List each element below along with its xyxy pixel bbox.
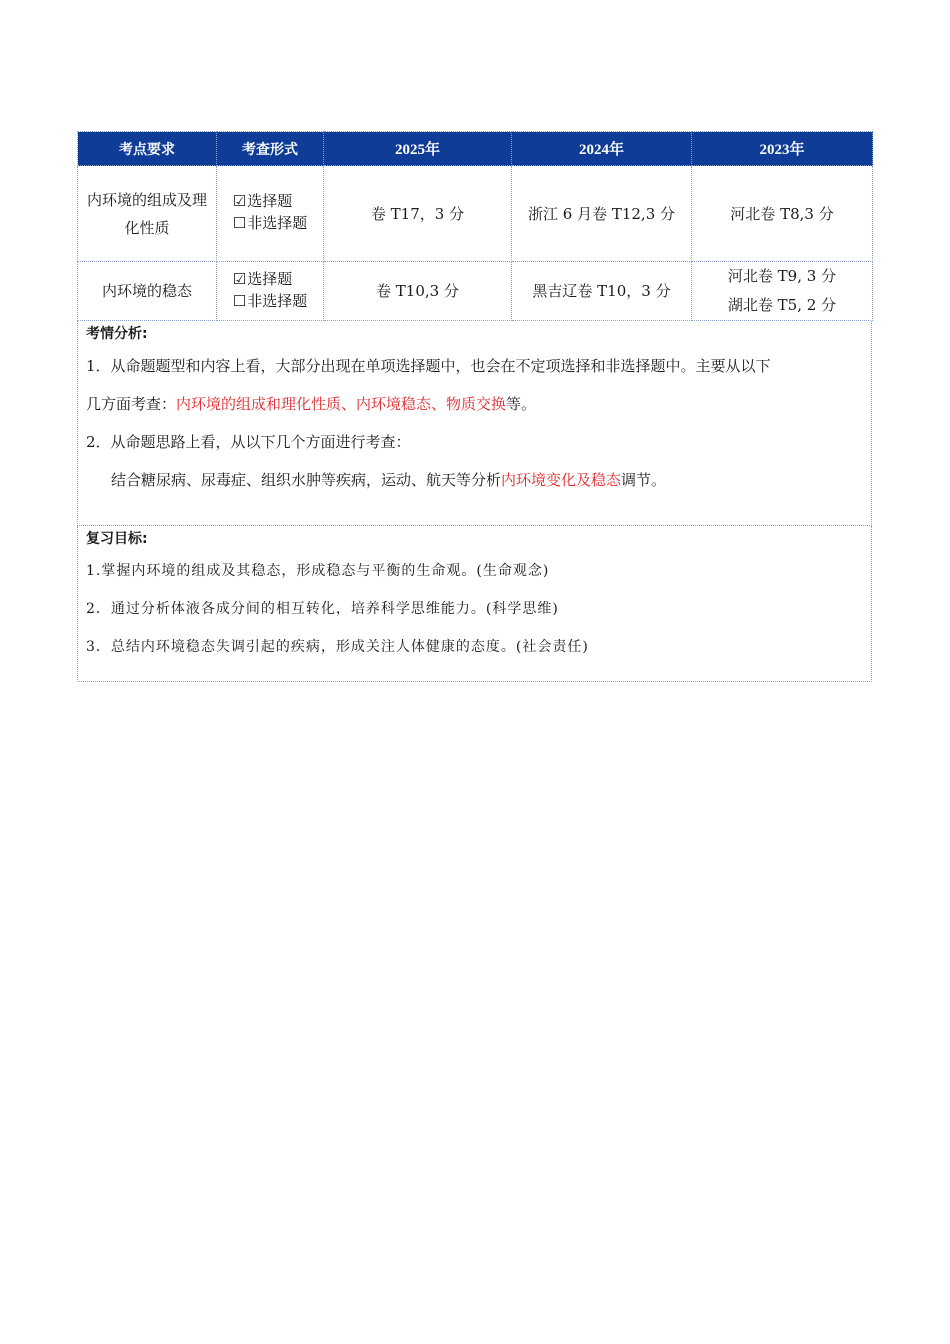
form-cell [217,166,324,262]
analysis-paragraph: 2．从命题思路上看，从以下几个方面进行考查： [86,433,411,451]
cell-line: 湖北卷 T5, 2 分 [727,296,837,314]
goal-item: 3．总结内环境稳态失调引起的疾病，形成关注人体健康的态度。(社会责任) [86,639,589,655]
exam-overview [77,131,872,682]
analysis-title: 考情分析: [86,326,148,342]
cell-line: 河北卷 T9, 3 分 [727,267,837,285]
table-row [78,262,873,321]
topic-cell: 内环境的稳态 [78,262,217,321]
analysis-paragraph [86,385,863,423]
table-row [78,166,873,262]
goal-item: 2．通过分析体液各成分间的相互转化，培养科学思维能力。(科学思维) [86,601,559,617]
form-label: 选择题 [247,192,293,210]
cell-2024: 浙江 6 月卷 T12,3 分 [512,166,692,262]
cell-2025: 卷 T10,3 分 [324,262,512,321]
cell-2024: 黑吉辽卷 T10，3 分 [512,262,692,321]
analysis-text: 调节。 [621,471,667,489]
analysis-text: 几方面考查： [86,395,177,413]
form-option [233,212,307,234]
analysis-highlight: 内环境变化及稳态 [501,471,622,489]
checkbox-empty-icon: ☐ [232,291,247,310]
analysis-section [77,321,872,526]
analysis-paragraph [86,461,863,499]
cell-2025: 卷 T17，3 分 [324,166,512,262]
checkbox-empty-icon: ☐ [232,214,247,232]
form-label: 非选择题 [247,214,308,232]
form-cell [217,262,324,321]
checkbox-checked-icon: ☑ [232,269,247,288]
table-header-row [78,132,873,166]
cell-2023 [692,262,873,321]
goal-item: 1.掌握内环境的组成及其稳态，形成稳态与平衡的生命观。(生命观念) [86,563,550,579]
goals-section [77,526,872,682]
header-form: 考查形式 [217,132,324,166]
analysis-highlight: 内环境的组成和理化性质、内环境稳态、物质交换 [176,395,507,413]
form-label: 非选择题 [247,291,308,310]
header-2023: 2023年 [692,132,873,166]
header-topic: 考点要求 [78,132,217,166]
header-2024: 2024年 [512,132,692,166]
analysis-text: 等。 [506,395,537,413]
form-option [233,268,307,290]
form-label: 选择题 [247,269,293,288]
topic-cell [78,166,217,262]
cell-2023: 河北卷 T8,3 分 [692,166,873,262]
form-option [233,190,307,212]
analysis-text: 结合糖尿病、尿毒症、组织水肿等疾病，运动、航天等分析 [111,471,502,489]
form-option [233,290,307,312]
goals-title: 复习目标: [86,531,148,547]
exam-table [77,131,873,321]
topic-text: 内环境的组成及理化性质 [87,190,208,237]
header-2025: 2025年 [324,132,512,166]
analysis-paragraph: 1．从命题题型和内容上看，大部分出现在单项选择题中，也会在不定项选择和非选择题中。主要从以下 [86,357,771,375]
checkbox-checked-icon: ☑ [232,192,247,210]
